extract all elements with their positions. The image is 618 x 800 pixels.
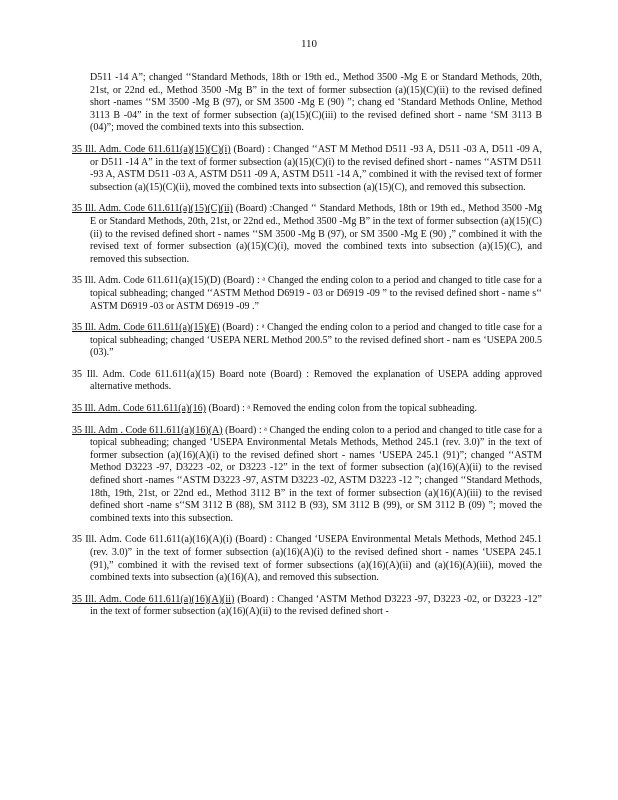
amendment-entry (72, 369, 542, 394)
amendment-entry (72, 275, 542, 313)
entry-text: (Board) :Changed ‘‘ Standard Methods, 18th or 19th ed., Method 3500 -Mg E or Standard Methods, 20th, 21st, or 22nd ed., Method 3500 -Mg B” in the text of former subsection (a)(15)(C)(ii) to the revised defined short - names ‘‘SM 3500 -Mg B (97), or SM 3500 -Mg E (90) ,” combined it with the revised text of former subsection (a)(15)(C)(i), moved the combined texts into subsection (a)(15)(C), and removed this subsection. (90, 203, 542, 265)
entry-text: (Board) : Changed ‘‘AST M Method D511 -93 A, D511 -03 A, D511 -09 A, or D511 -14 A” in the text of former subsection (a)(15)(C)(i) to the revised defined short - names ‘‘ASTM D511 -93 A, ASTM D511 -03 A, ASTM D511 -09 A, ASTM D511 -14 A,” combined it with the revised text of former subsection (a)(15)(C)(ii), moved the combined texts into subsection (a)(15)(C), and removed this subsection. (90, 143, 543, 193)
entry-text: (Board) : ᵃ Changed the ending colon to a period and changed to title case for a topical subheading; changed ‘‘ASTM Method D6919 - 03 or D6919 -09 ” to the revised defined short - name s‘‘ ASTM D6919 -03 or ASTM D6919 -09 .” (90, 275, 542, 312)
amendment-entry (72, 425, 542, 526)
document-body (72, 72, 542, 628)
entry-text: (Board) : ᵃ Removed the ending colon from the topical subheading. (205, 403, 477, 415)
entry-text: (Board) : Changed ‘USEPA Environmental Metals Methods, Method 245.1 (rev. 3.0)” in the text of former subsection (a)(16)(A)(i) to the revised defined short - names ‘USEPA 245.1 (91),” combined it with the revised text of former subsections (a)(16)(A)(ii) and (a)(16)(A)(iii), moved the combined texts into subsection (a)(16)(A), and removed this subsection. (90, 534, 543, 584)
entry-text: (Board) : ᵃ Changed the ending colon to a period and changed to title case for a topical subheading; changed ‘USEPA Environmental Metals Methods, Method 245.1 (rev. 3.0)” in the text of former subsection (a)(16)(A)(i) to the revised defined short - names ‘USEPA 245.1 (91)”; changed ‘‘ASTM Method D3223 -97, D3223 -02, or D3223 -12” in the text of former subsection (a)(16)(A)(ii) to the revised defined short -names ‘‘ASTM D3223 -97, ASTM D3223 -02, ASTM D3223 -12 ”; changed ‘‘Standard Methods, 18th, 19th, 21st, or 22nd ed., Method 3112 B” in the text of former subsection (a)(16)(A)(iii) to the revised defined short -name s‘‘SM 3112 B (88), SM 3112 B (93), SM 3112 B (99), or SM 3112 B (09) ”; moved the combined texts into this subsection. (90, 424, 543, 524)
page-number: 110 (300, 38, 318, 50)
entry-list (72, 144, 542, 619)
entry-citation: 35 Ill. Adm. Code 611.611(a)(16) (72, 403, 206, 415)
entry-citation: 35 Ill. Adm. Code 611.611(a)(16)(A)(i) (72, 534, 233, 546)
entry-citation: 35 Ill. Adm. Code 611.611(a)(15)(D) (72, 275, 221, 287)
amendment-entry (72, 594, 542, 619)
amendment-entry (72, 144, 542, 194)
entry-citation: 35 Ill. Adm. Code 611.611(a)(15)(C)(i) (72, 143, 231, 155)
entry-citation: 35 Ill. Adm. Code 611.611(a)(16)(A)(ii) (72, 593, 235, 605)
amendment-entry (72, 534, 542, 584)
amendment-entry (72, 322, 542, 360)
entry-text: Board note (Board) : Removed the explanation of USEPA adding approved alternative methods. (90, 368, 542, 393)
entry-citation: 35 Ill. Adm. Code 611.611(a)(15)(E) (72, 322, 220, 334)
entry-citation: 35 Ill. Adm . Code 611.611(a)(16)(A) (72, 424, 223, 436)
entry-citation: 35 Ill. Adm. Code 611.611(a)(15) (72, 368, 215, 380)
amendment-entry (72, 403, 542, 416)
entry-text: (Board) : Changed ‘ASTM Method D3223 -97, D3223 -02, or D3223 -12” in the text of former subsection (a)(16)(A)(ii) to the revised defined short - (90, 593, 542, 618)
entry-text: (Board) : ᵃ Changed the ending colon to a period and changed to title case for a topical subheading; changed ‘USEPA NERL Method 200.5” to the revised defined short - nam es ‘USEPA 200.5 (03).” (90, 322, 543, 359)
entry-citation: 35 Ill. Adm. Code 611.611(a)(15)(C)(ii) (72, 203, 233, 215)
amendment-entry (72, 203, 542, 266)
continuation-paragraph: D511 -14 A”; changed ‘‘Standard Methods, 18th or 19th ed., Method 3500 -Mg E or Standard Methods, 20th, 21st, or 22nd ed., Method 3500 -Mg B” in the text of former subsection (a)(15)(C)(ii) to the revised defined short -names ‘‘SM 3500 -Mg B (97), or SM 3500 -Mg E (90) ”; chang ed ‘Standard Methods Online, Method 3113 B -04” in the text of former subsection (a)(15)(C)(iii) to the revised defined short - name ‘SM 3113 B (04)”; moved the combined texts into this subsection. (90, 72, 542, 134)
